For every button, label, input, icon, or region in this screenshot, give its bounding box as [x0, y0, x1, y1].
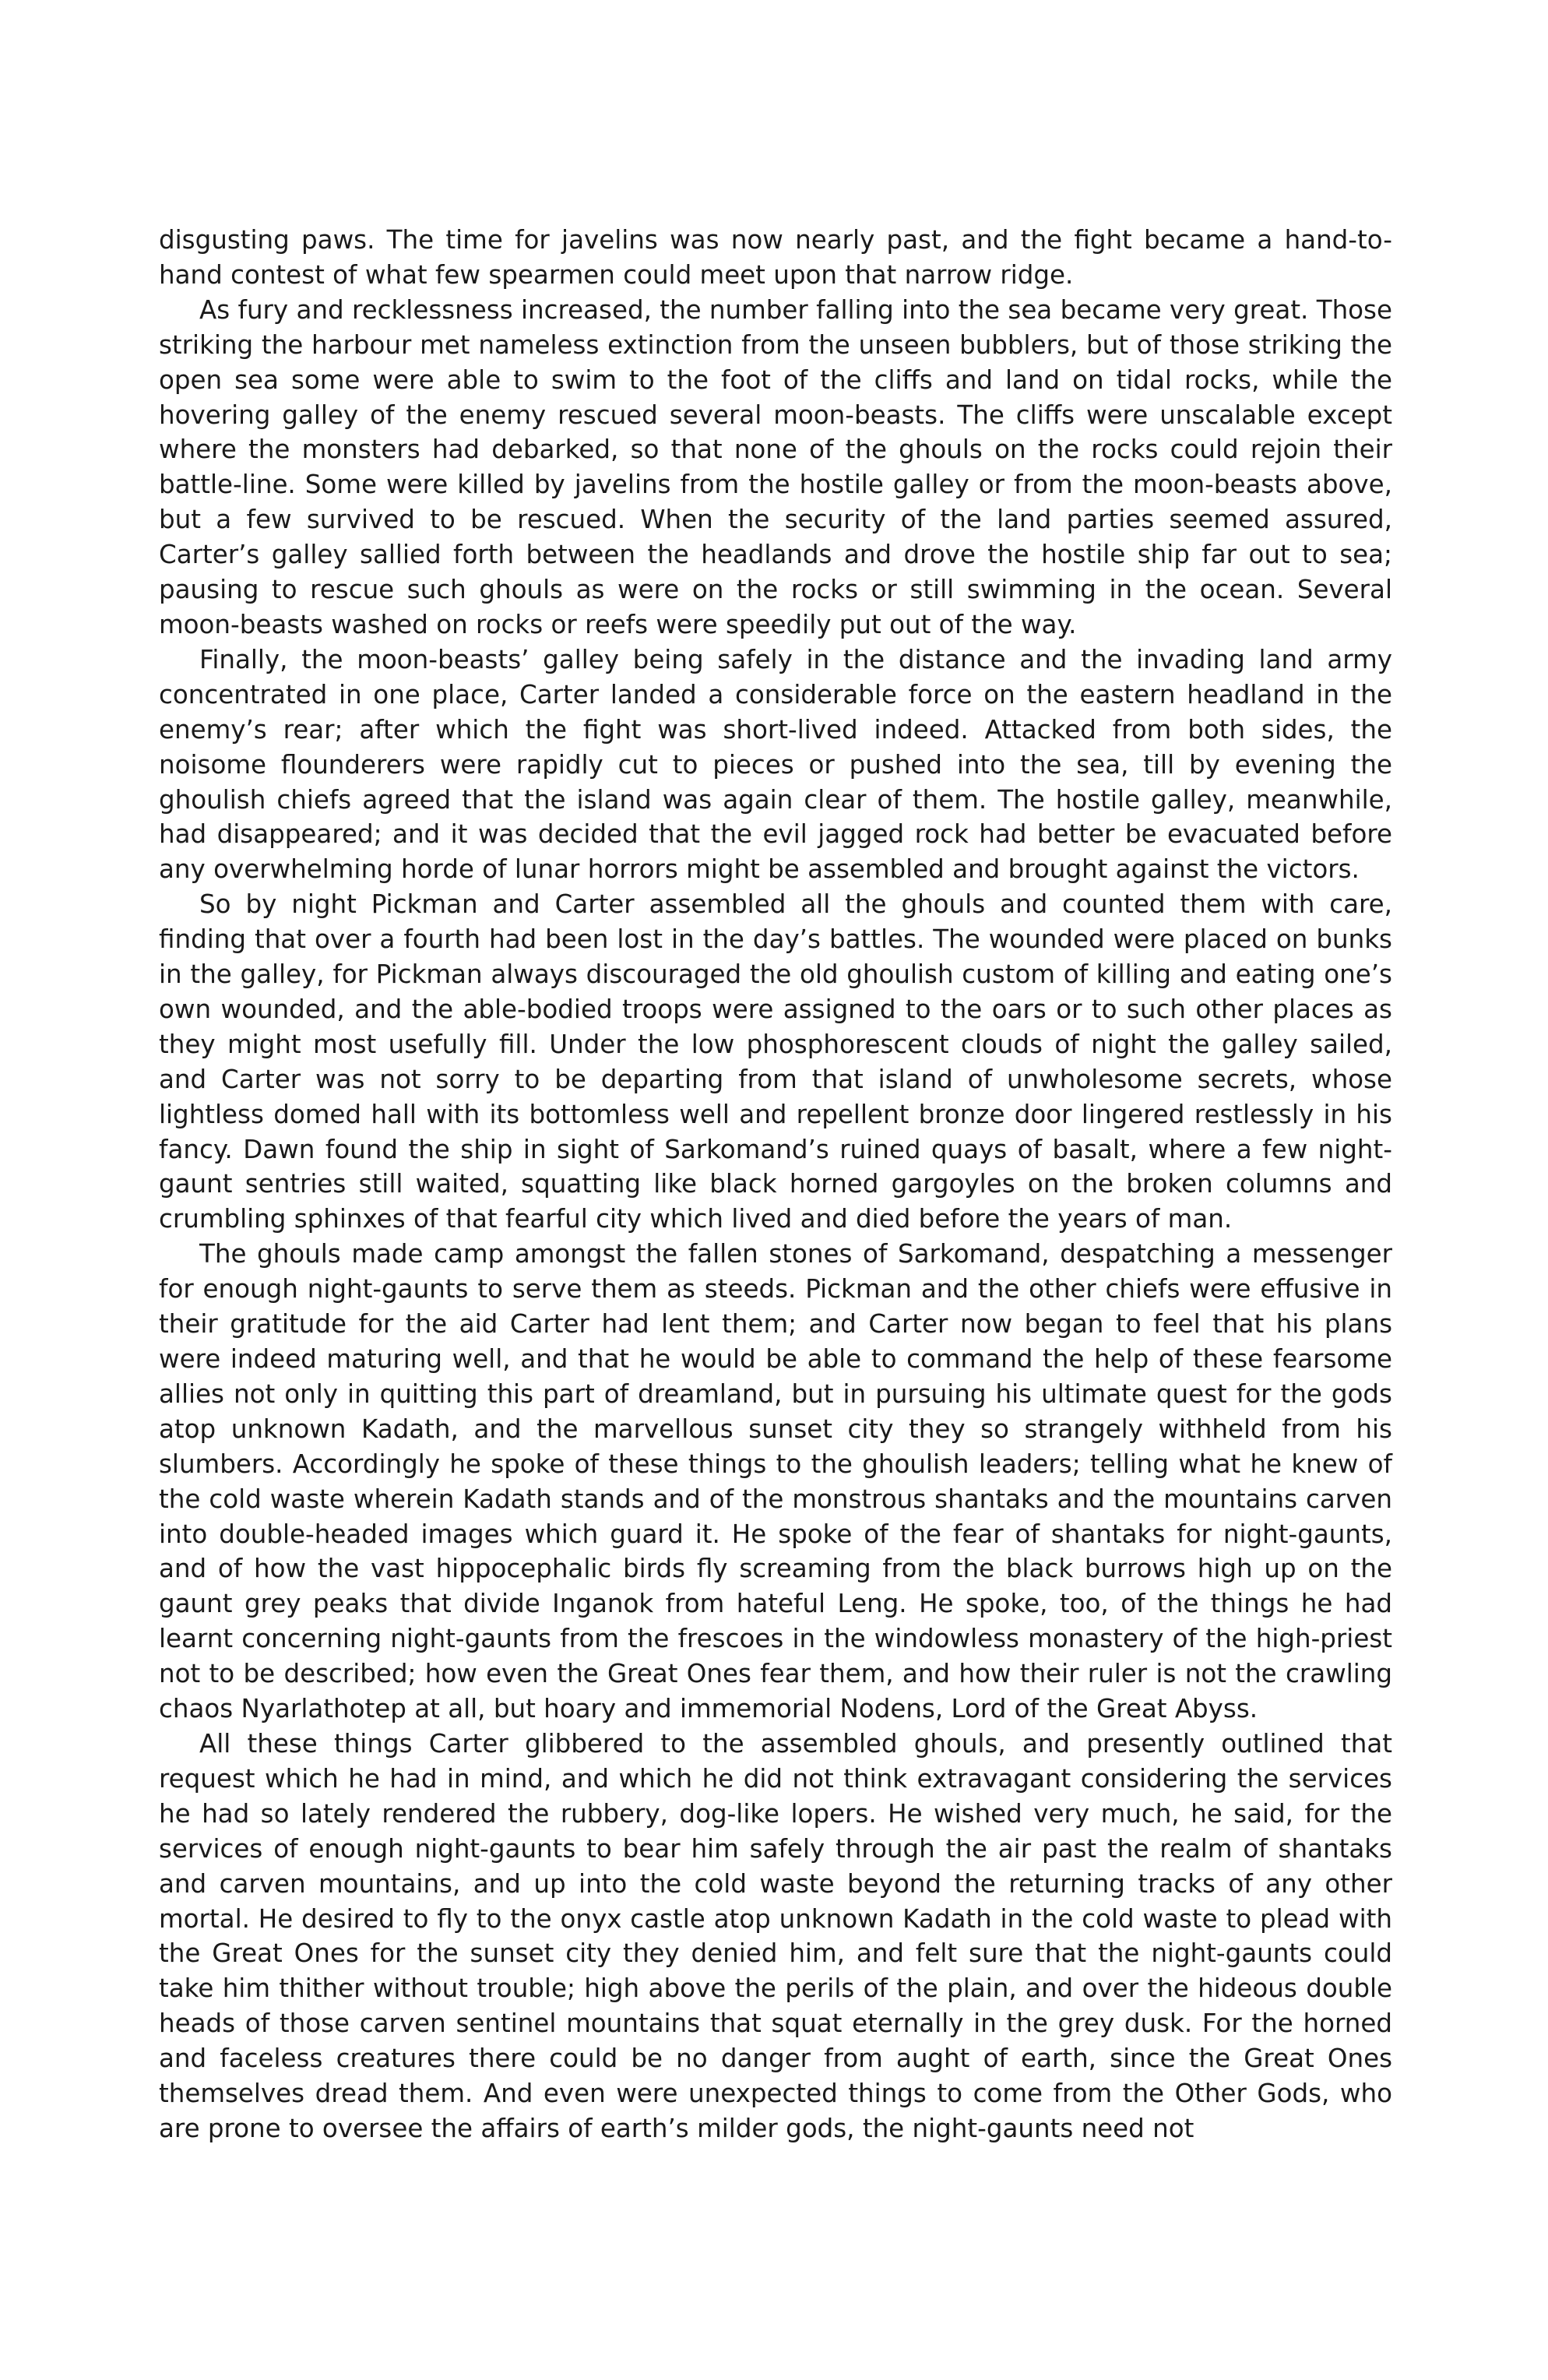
- paragraph-5: The ghouls made camp amongst the fallen stones of Sarkomand, despatching a messenger for enough night-gaunts to serve them as steeds. Pickman and the other chiefs were effusive in their gratitude for the aid Carter had lent them; and Carter now began to feel that his plans were indeed maturing well, and that he would be able to command the help of these fearsome allies not only in quitting this part of dreamland, but in pursuing his ultimate quest for the gods atop unknown Kadath, and the marvellous sunset city they so strangely withheld from his slumbers. Accordingly he spoke of these things to the ghoulish leaders; telling what he knew of the cold waste wherein Kadath stands and of the monstrous shantaks and the mountains carven into double-headed images which guard it. He spoke of the fear of shantaks for night-gaunts, and of how the vast hippocephalic birds fly screaming from the black burrows high up on the gaunt grey peaks that divide Inganok from hateful Leng. He spoke, too, of the things he had learnt concerning night-gaunts from the frescoes in the windowless monastery of the high-priest not to be described; how even the Great Ones fear them, and how their ruler is not the crawling chaos Nyarlathotep at all, but hoary and immemorial Nodens, Lord of the Great Abyss.: [159, 1239, 1392, 1724]
- page-body: [159, 223, 1392, 2146]
- paragraph-6: All these things Carter glibbered to the assembled ghouls, and presently outlined that request which he had in mind, and which he did not think extravagant considering the services he had so lately rendered the rubbery, dog-like lopers. He wished very much, he said, for the services of enough night-gaunts to bear him safely through the air past the realm of shantaks and carven mountains, and up into the cold waste beyond the returning tracks of any other mortal. He desired to fly to the onyx castle atop unknown Kadath in the cold waste to plead with the Great Ones for the sunset city they denied him, and felt sure that the night-gaunts could take him thither without trouble; high above the perils of the plain, and over the hideous double heads of those carven sentinel mountains that squat eternally in the grey dusk. For the horned and faceless creatures there could be no danger from aught of earth, since the Great Ones themselves dread them. And even were unexpected things to come from the Other Gods, who are prone to oversee the affairs of earth’s milder gods, the night-gaunts need not: [159, 1728, 1392, 2143]
- paragraph-1: disgusting paws. The time for javelins was now nearly past, and the fight became a hand-to-hand contest of what few spearmen could meet upon that narrow ridge.: [159, 225, 1392, 290]
- paragraph-4: So by night Pickman and Carter assembled all the ghouls and counted them with care, finding that over a fourth had been lost in the day’s battles. The wounded were placed on bunks in the galley, for Pickman always discouraged the old ghoulish custom of killing and eating one’s own wounded, and the able-bodied troops were assigned to the oars or to such other places as they might most usefully fill. Under the low phosphorescent clouds of night the galley sailed, and Carter was not sorry to be departing from that island of unwholesome secrets, whose lightless domed hall with its bottomless well and repellent bronze door lingered restlessly in his fancy. Dawn found the ship in sight of Sarkomand’s ruined quays of basalt, where a few night-gaunt sentries still waited, squatting like black horned gargoyles on the broken columns and crumbling sphinxes of that fearful city which lived and died before the years of man.: [159, 889, 1392, 1234]
- paragraph-2: As fury and recklessness increased, the number falling into the sea became very great. Those striking the harbour met nameless extinction from the unseen bubblers, but of those striking the open sea some were able to swim to the foot of the cliffs and land on tidal rocks, while the hovering galley of the enemy rescued several moon-beasts. The cliffs were unscalable except where the monsters had debarked, so that none of the ghouls on the rocks could rejoin their battle-line. Some were killed by javelins from the hostile galley or from the moon-beasts above, but a few survived to be rescued. When the security of the land parties seemed assured, Carter’s galley sallied forth between the headlands and drove the hostile ship far out to sea; pausing to rescue such ghouls as were on the rocks or still swimming in the ocean. Several moon-beasts washed on rocks or reefs were speedily put out of the way.: [159, 294, 1392, 639]
- paragraph-3: Finally, the moon-beasts’ galley being safely in the distance and the invading land army concentrated in one place, Carter landed a considerable force on the eastern headland in the enemy’s rear; after which the fight was short-lived indeed. Attacked from both sides, the noisome flounderers were rapidly cut to pieces or pushed into the sea, till by evening the ghoulish chiefs agreed that the island was again clear of them. The hostile galley, meanwhile, had disappeared; and it was decided that the evil jagged rock had better be evacuated before any overwhelming horde of lunar horrors might be assembled and brought against the victors.: [159, 644, 1392, 885]
